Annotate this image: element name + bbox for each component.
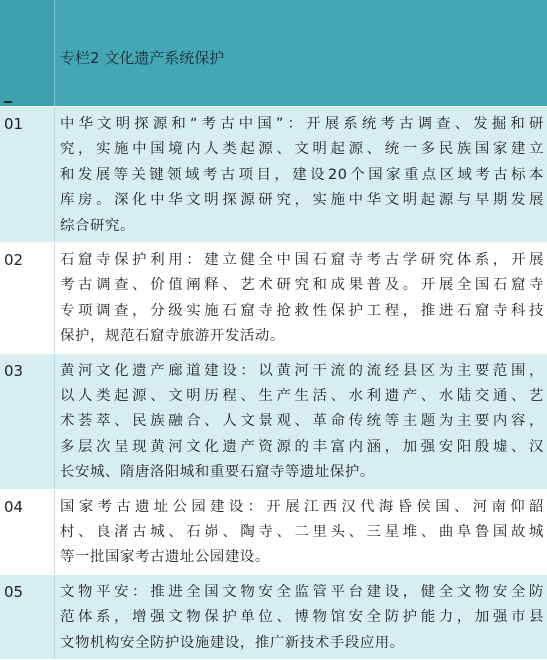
text-line: 以人类起源、文明历程、生产生活、水利遗产、水陆交通、艺 <box>60 388 544 404</box>
text-line: 和发展等关键领域考古项目，建设20个国家重点区域考古标本 <box>60 166 544 183</box>
text-line: 库房。深化中华文明探源研究，实施中华文明起源与早期发展 <box>60 192 544 209</box>
item-text <box>60 112 544 239</box>
item-number: 04 <box>4 497 24 516</box>
row-divider <box>54 107 55 242</box>
text-line: 石窟寺保护利用：建立健全中国石窟寺考古学研究体系，开展 <box>60 252 544 268</box>
text-line: 考古调查、价值阐释、艺术研究和成果普及。开展全国石窟寺 <box>60 277 544 294</box>
text-line: 文物平安：推进全国文物安全监管平台建设，健全文物安全防 <box>60 583 544 600</box>
header-mark <box>4 101 12 103</box>
text-line: 中华文明探源和“考古中国”：开展系统考古调查、发掘和研 <box>60 116 544 132</box>
row-divider <box>54 354 55 489</box>
header-divider <box>54 0 55 106</box>
text-line: 术荟萃、民族融合、人文景观、革命传统等主题为主要内容， <box>60 413 544 430</box>
item-number: 05 <box>4 582 24 601</box>
item-number: 03 <box>4 361 24 380</box>
text-line: 专项调查，分级实施石窟寺抢救性保护工程，推进石窟寺科技 <box>60 302 544 319</box>
row-divider <box>54 490 55 574</box>
list-item <box>0 243 547 353</box>
item-text <box>60 248 544 350</box>
list-item <box>0 107 547 242</box>
item-text <box>60 359 544 486</box>
text-line: 范体系，增强文物保护单位、博物馆安全防护能力，加强市县 <box>60 609 544 626</box>
text-line: 国家考古遗址公园建设：开展江西汉代海昏侯国、河南仰韶 <box>60 498 544 515</box>
text-line: 长安城、隋唐洛阳城和重要石窟寺等遗址保护。 <box>60 464 375 481</box>
text-line: 保护，规范石窟寺旅游开发活动。 <box>60 328 285 345</box>
row-divider <box>54 243 55 353</box>
item-number: 01 <box>4 115 24 133</box>
column-header <box>0 0 547 106</box>
text-line: 文物机构安全防护设施建设，推广新技术手段应用。 <box>60 634 405 651</box>
list-item <box>0 575 547 659</box>
column-title: 专栏2 文化遗产系统保护 <box>60 49 225 67</box>
list-item <box>0 354 547 489</box>
text-line: 究，实施中国境内人类起源、文明起源、统一多民族国家建立 <box>60 141 544 158</box>
text-line: 等一批国家考古遗址公园建设。 <box>60 549 270 566</box>
text-line: 村、良渚古城、石峁、陶寺、二里头、三星堆、曲阜鲁国故城 <box>60 524 544 540</box>
item-text <box>60 495 544 571</box>
text-line: 多层次呈现黄河文化遗产资源的丰富内涵，加强安阳殷墟、汉 <box>60 438 544 455</box>
row-divider <box>54 575 55 659</box>
list-item <box>0 490 547 574</box>
text-line: 黄河文化遗产廊道建设：以黄河干流的流经县区为主要范围， <box>60 362 544 379</box>
text-line: 综合研究。 <box>60 217 135 234</box>
item-text <box>60 580 544 656</box>
item-number: 02 <box>4 251 24 269</box>
header-number-cell <box>0 0 54 106</box>
